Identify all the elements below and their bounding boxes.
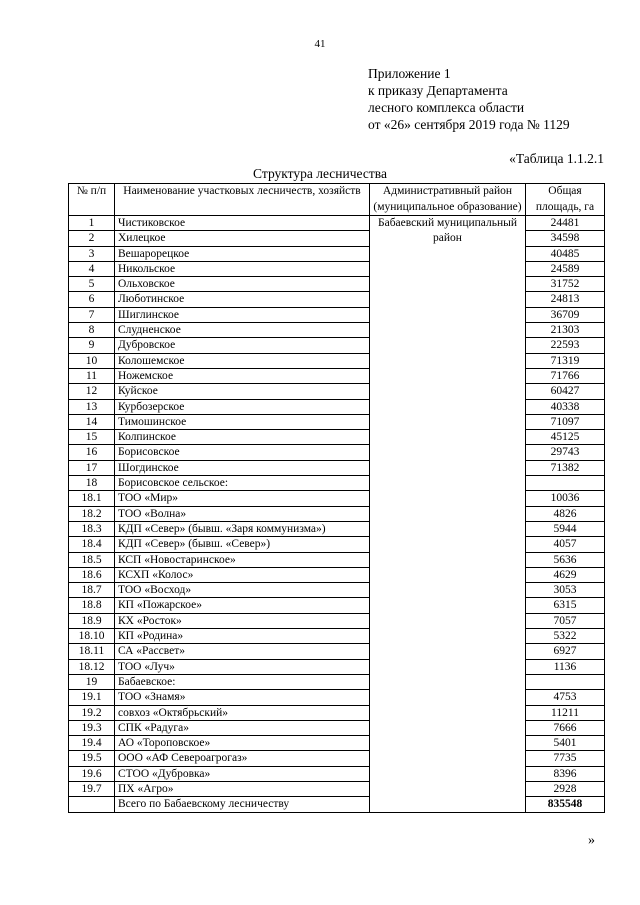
row-number: 19.6 [69,766,115,781]
row-number: 18.5 [69,552,115,567]
row-number: 18.1 [69,491,115,506]
total-number-cell [69,797,115,812]
row-name: Люботинское [115,292,370,307]
page-number: 41 [314,38,326,50]
row-area: 45125 [526,430,605,445]
header-area: Общая площадь, га [526,184,605,216]
row-name: КСП «Новостаринское» [115,552,370,567]
row-area: 7666 [526,720,605,735]
row-name: Бабаевское: [115,674,370,689]
row-area: 24481 [526,216,605,231]
row-name: КДП «Север» (бывш. «Север») [115,537,370,552]
row-name: КДП «Север» (бывш. «Заря коммунизма») [115,521,370,536]
row-number: 18.12 [69,659,115,674]
row-area: 71097 [526,414,605,429]
row-number: 16 [69,445,115,460]
row-number: 18.10 [69,629,115,644]
row-number: 15 [69,430,115,445]
row-area: 7735 [526,751,605,766]
header-number: № п/п [69,184,115,216]
row-name: ТОО «Луч» [115,659,370,674]
row-area: 4629 [526,567,605,582]
row-name: Дубровское [115,338,370,353]
row-number: 11 [69,368,115,383]
row-area: 71766 [526,368,605,383]
row-area [526,674,605,689]
appendix-block [368,65,570,133]
table-row [69,216,605,231]
row-number: 5 [69,277,115,292]
row-area: 1136 [526,659,605,674]
row-area: 71319 [526,353,605,368]
row-area: 5944 [526,521,605,536]
row-name: СТОО «Дубровка» [115,766,370,781]
row-number: 19.4 [69,736,115,751]
row-name: Тимошинское [115,414,370,429]
row-number: 18.4 [69,537,115,552]
row-number: 19 [69,674,115,689]
appendix-line-4: от «26» сентября 2019 года № 1129 [368,117,570,132]
row-number: 18.6 [69,567,115,582]
row-name: Колпинское [115,430,370,445]
row-area: 10036 [526,491,605,506]
row-number: 18.7 [69,583,115,598]
row-area: 2928 [526,781,605,796]
row-number: 19.5 [69,751,115,766]
row-number: 2 [69,231,115,246]
row-number: 19.3 [69,720,115,735]
row-area: 22593 [526,338,605,353]
row-area: 5401 [526,736,605,751]
table-caption: Структура лесничества [253,166,387,181]
row-name: Борисовское сельское: [115,476,370,491]
row-name: Борисовское [115,445,370,460]
row-number: 4 [69,261,115,276]
row-area: 21303 [526,323,605,338]
total-label: Всего по Бабаевскому лесничеству [115,797,370,812]
table-header-row [69,184,605,216]
row-area: 24813 [526,292,605,307]
total-value: 835548 [526,797,605,812]
row-area: 6927 [526,644,605,659]
row-name: Никольское [115,261,370,276]
row-name: ТОО «Восход» [115,583,370,598]
forestry-structure-table [68,183,605,813]
row-number: 19.1 [69,690,115,705]
row-area: 4753 [526,690,605,705]
row-area: 31752 [526,277,605,292]
row-name: Ножемское [115,368,370,383]
row-area: 29743 [526,445,605,460]
row-area: 40485 [526,246,605,261]
row-number: 19.2 [69,705,115,720]
row-number: 1 [69,216,115,231]
row-name: СПК «Радуга» [115,720,370,735]
row-number: 14 [69,414,115,429]
row-name: ТОО «Мир» [115,491,370,506]
row-area: 5322 [526,629,605,644]
row-number: 19.7 [69,781,115,796]
row-area: 7057 [526,613,605,628]
row-number: 18.9 [69,613,115,628]
row-number: 9 [69,338,115,353]
row-number: 18.2 [69,506,115,521]
row-name: Курбозерское [115,399,370,414]
row-name: Вешарорецкое [115,246,370,261]
appendix-line-1: Приложение 1 [368,66,451,81]
row-name: КП «Родина» [115,629,370,644]
row-number: 18 [69,476,115,491]
row-number: 12 [69,384,115,399]
row-name: совхоз «Октябрьский» [115,705,370,720]
row-name: КХ «Росток» [115,613,370,628]
row-number: 3 [69,246,115,261]
row-name: Хилецкое [115,231,370,246]
row-name: Слудненское [115,323,370,338]
district-cell: Бабаевский муниципальный район [370,216,526,813]
row-area: 40338 [526,399,605,414]
row-name: ПХ «Агро» [115,781,370,796]
row-name: ООО «АФ Североагрогаз» [115,751,370,766]
row-area: 6315 [526,598,605,613]
appendix-line-2: к приказу Департамента [368,83,508,98]
row-number: 7 [69,307,115,322]
row-area: 60427 [526,384,605,399]
table-body [69,216,605,813]
row-area [526,476,605,491]
row-name: Чистиковское [115,216,370,231]
row-number: 6 [69,292,115,307]
row-name: АО «Тороповское» [115,736,370,751]
row-number: 8 [69,323,115,338]
row-name: Шиглинское [115,307,370,322]
row-name: ТОО «Волна» [115,506,370,521]
row-name: Шогдинское [115,460,370,475]
row-area: 5636 [526,552,605,567]
row-name: КСХП «Колос» [115,567,370,582]
row-number: 18.3 [69,521,115,536]
row-name: Куйское [115,384,370,399]
row-area: 8396 [526,766,605,781]
row-name: СА «Рассвет» [115,644,370,659]
row-number: 10 [69,353,115,368]
row-area: 24589 [526,261,605,276]
row-area: 11211 [526,705,605,720]
row-number: 18.11 [69,644,115,659]
row-name: Ольховское [115,277,370,292]
closing-quote: » [588,833,595,848]
row-number: 18.8 [69,598,115,613]
appendix-line-3: лесного комплекса области [368,100,525,115]
row-name: ТОО «Знамя» [115,690,370,705]
row-area: 4057 [526,537,605,552]
row-number: 17 [69,460,115,475]
header-name: Наименование участковых лесничеств, хозяйств [115,184,370,216]
row-area: 34598 [526,231,605,246]
table-reference: «Таблица 1.1.2.1 [509,151,604,166]
row-area: 36709 [526,307,605,322]
header-district: Административный район (муниципальное образование) [370,184,526,216]
row-area: 71382 [526,460,605,475]
row-name: КП «Пожарское» [115,598,370,613]
row-area: 4826 [526,506,605,521]
row-number: 13 [69,399,115,414]
row-name: Колошемское [115,353,370,368]
row-area: 3053 [526,583,605,598]
